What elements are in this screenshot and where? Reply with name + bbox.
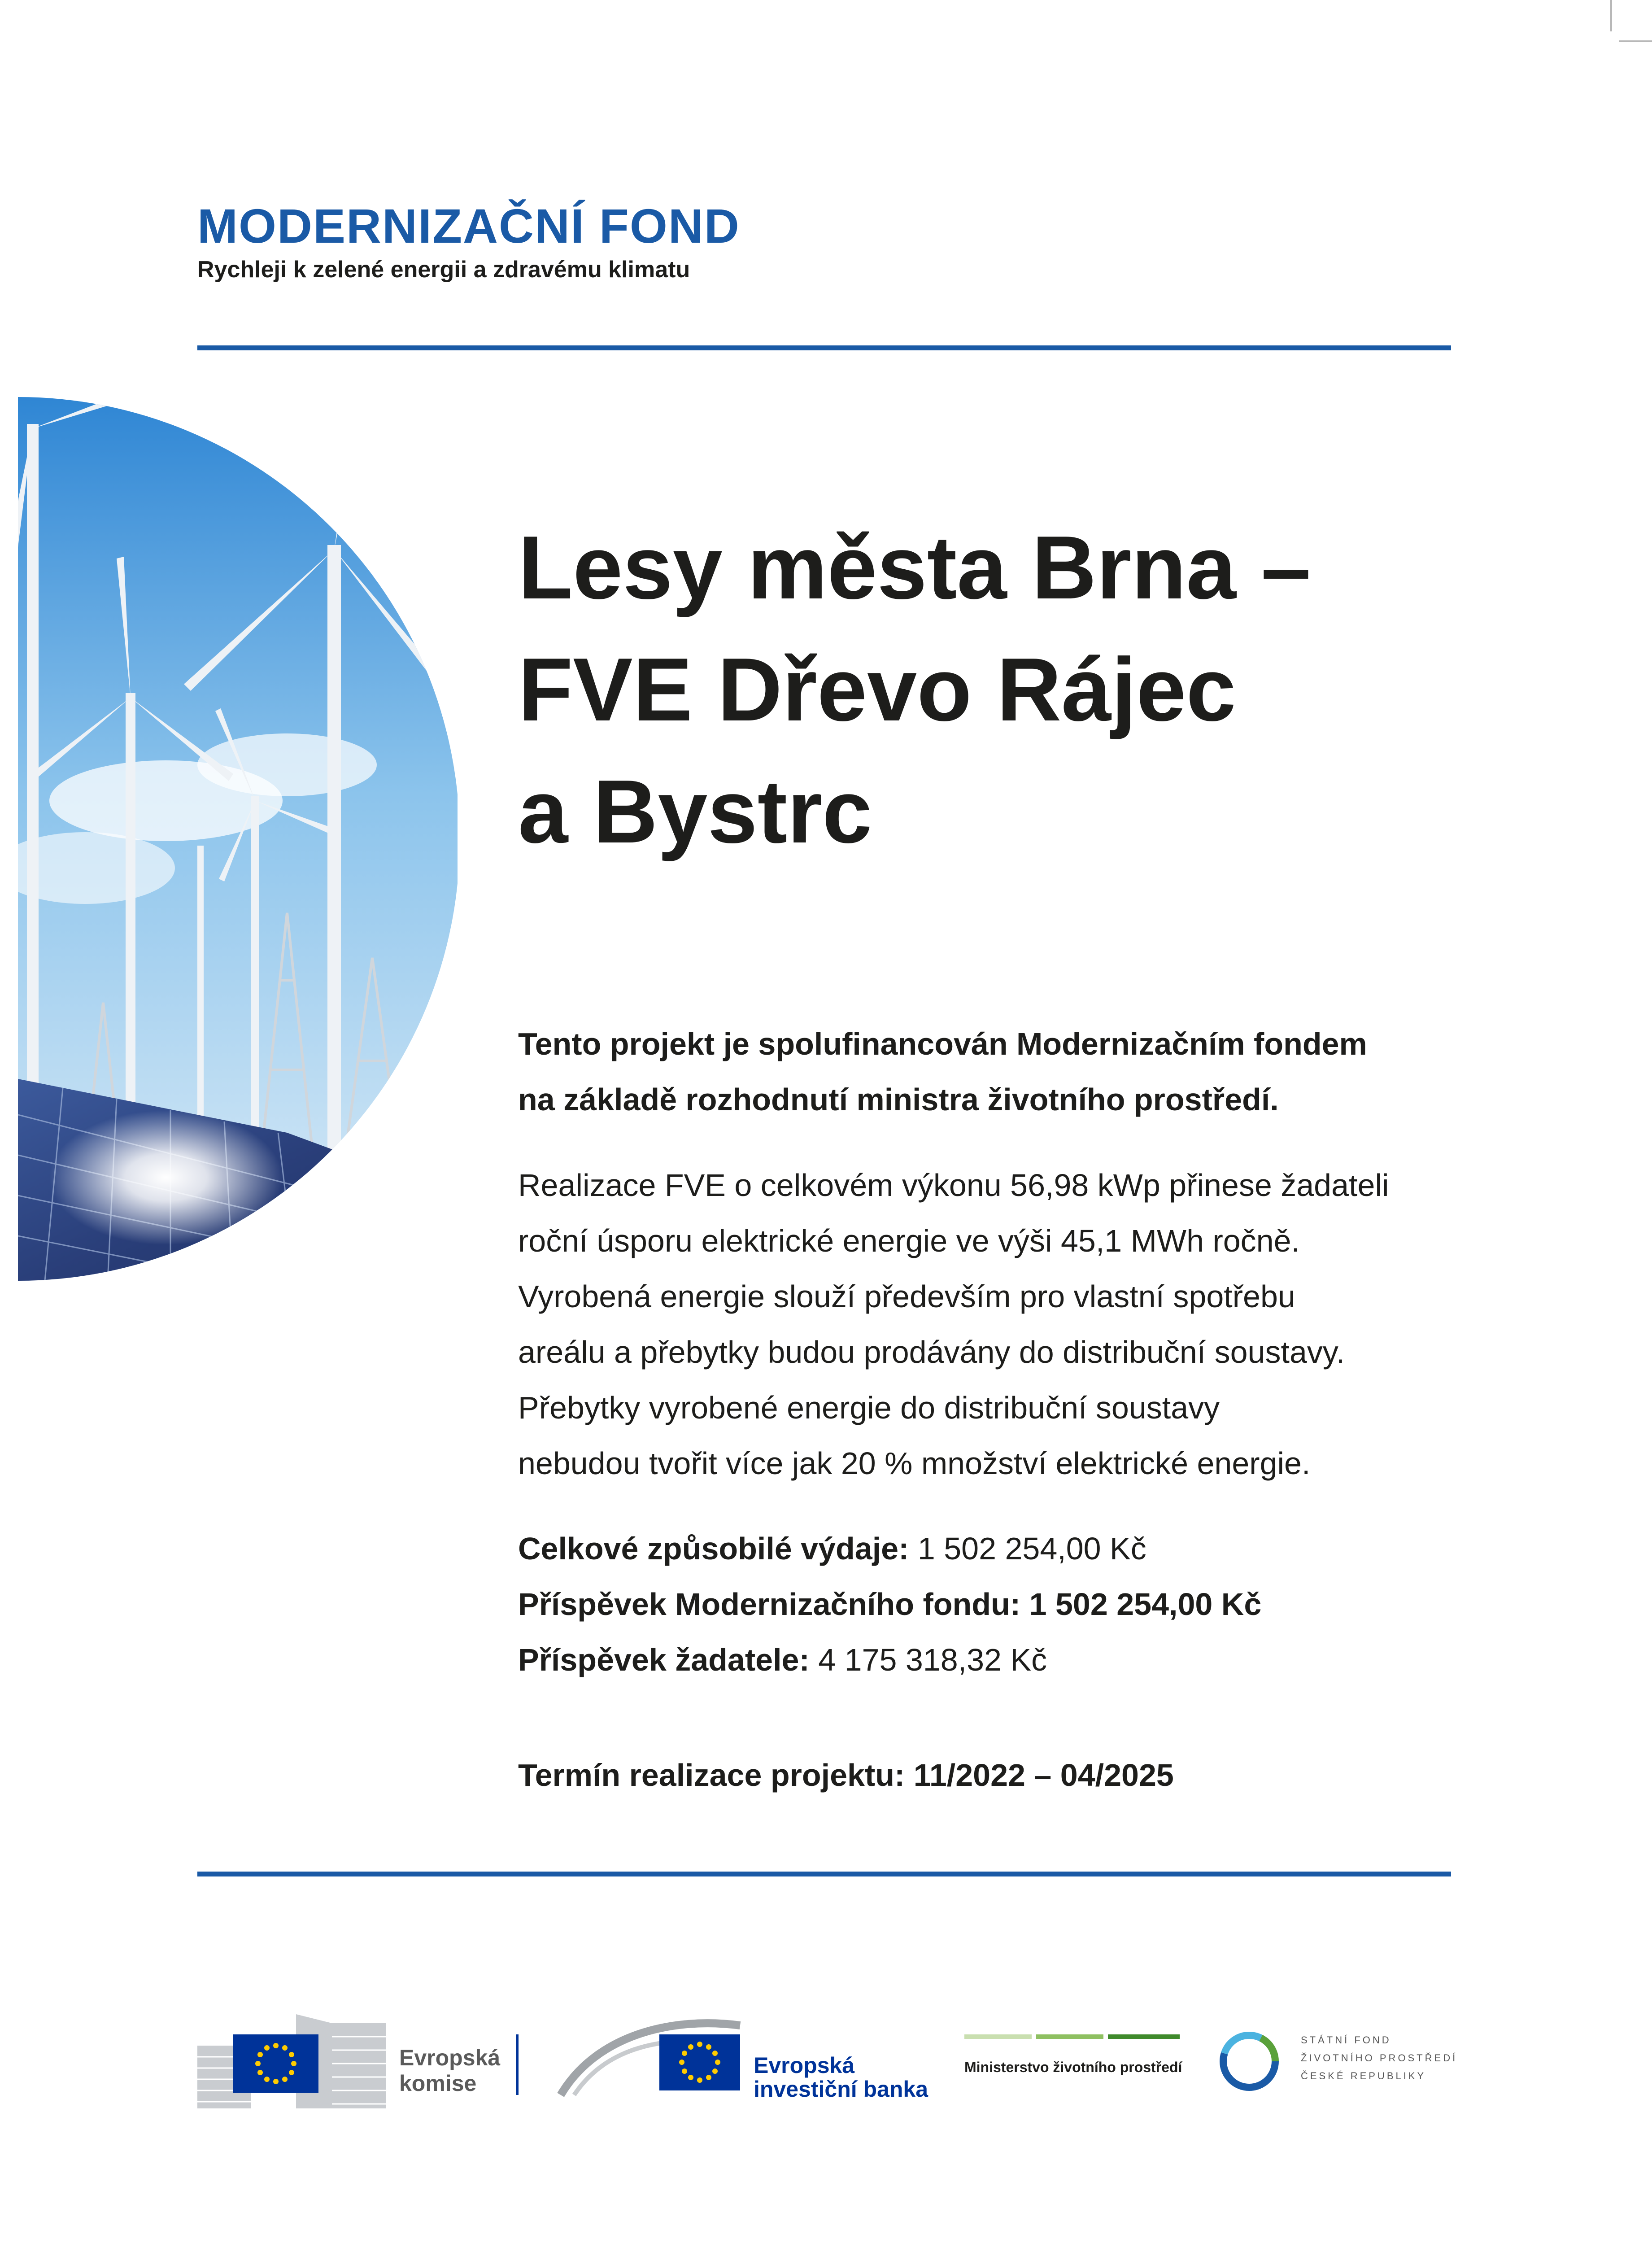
project-title-line: Lesy města Brna – bbox=[518, 518, 1311, 618]
sfzp-name-line2: ŽIVOTNÍHO PROSTŘEDÍ bbox=[1301, 2052, 1458, 2064]
lead-line: Tento projekt je spolufinancován Modernizačním fondem bbox=[518, 1026, 1367, 1061]
eib-name-line1: Evropská bbox=[754, 2053, 855, 2078]
cofinancing-statement bbox=[518, 1016, 1367, 1127]
project-title-line: a Bystrc bbox=[518, 762, 872, 862]
project-term-value: 11/2022 – 04/2025 bbox=[913, 1758, 1174, 1793]
eligible-costs-value: 1 502 254,00 Kč bbox=[917, 1531, 1146, 1566]
cost-summary bbox=[518, 1521, 1261, 1688]
project-title bbox=[518, 507, 1505, 873]
description-line: areálu a přebytky budou prodávány do distribuční soustavy. bbox=[518, 1335, 1345, 1370]
description-line: nebudou tvořit více jak 20 % množství elektrické energie. bbox=[518, 1446, 1311, 1481]
crop-mark bbox=[1610, 0, 1612, 31]
ec-name-line1: Evropská bbox=[399, 2045, 501, 2070]
eib-eu-flag-icon bbox=[659, 2034, 740, 2090]
fund-contribution-value: 1 502 254,00 Kč bbox=[1029, 1587, 1262, 1622]
description-line: Vyrobená energie slouží především pro vlastní spotřebu bbox=[518, 1279, 1295, 1314]
applicant-contribution bbox=[518, 1632, 1261, 1688]
project-term-label: Termín realizace projektu: bbox=[518, 1758, 905, 1793]
mzp-stripes-icon bbox=[964, 2034, 1180, 2043]
bottom-divider bbox=[197, 1872, 1451, 1876]
ec-name-line2: komise bbox=[399, 2071, 477, 2096]
description-line: roční úsporu elektrické energie ve výši 45,1 MWh ročně. bbox=[518, 1223, 1300, 1258]
fund-contribution bbox=[518, 1576, 1261, 1632]
sfzp-name-line3: ČESKÉ REPUBLIKY bbox=[1301, 2070, 1426, 2082]
fund-contribution-label: Příspěvek Modernizačního fondu: bbox=[518, 1587, 1021, 1622]
solar-wind-photo bbox=[18, 397, 458, 1281]
ec-divider bbox=[516, 2034, 519, 2095]
eu-flag-icon bbox=[233, 2034, 318, 2093]
eligible-costs-label: Celkové způsobilé výdaje: bbox=[518, 1531, 909, 1566]
sfzp-ring-icon bbox=[1216, 2028, 1283, 2095]
project-term bbox=[518, 1747, 1174, 1803]
sfzp-name-line1: STÁTNÍ FOND bbox=[1301, 2034, 1391, 2046]
lead-line: na základě rozhodnutí ministra životního prostředí. bbox=[518, 1082, 1279, 1117]
eligible-costs bbox=[518, 1521, 1261, 1576]
crop-mark bbox=[1619, 40, 1652, 42]
mzp-name: Ministerstvo životního prostředí bbox=[964, 2059, 1182, 2075]
fund-tagline: Rychleji k zelené energii a zdravému klimatu bbox=[197, 257, 690, 283]
description-line: Realizace FVE o celkovém výkonu 56,98 kWp přinese žadateli bbox=[518, 1168, 1389, 1203]
project-description bbox=[518, 1157, 1389, 1491]
applicant-contribution-value: 4 175 318,32 Kč bbox=[818, 1642, 1047, 1677]
project-title-line: FVE Dřevo Rájec bbox=[518, 640, 1236, 740]
partner-logos bbox=[0, 1992, 1652, 2126]
eib-name-line2: investiční banka bbox=[754, 2077, 928, 2102]
top-divider bbox=[197, 345, 1451, 350]
description-line: Přebytky vyrobené energie do distribuční soustavy bbox=[518, 1390, 1220, 1425]
fund-title: MODERNIZAČNÍ FOND bbox=[197, 199, 740, 253]
applicant-contribution-label: Příspěvek žadatele: bbox=[518, 1642, 810, 1677]
